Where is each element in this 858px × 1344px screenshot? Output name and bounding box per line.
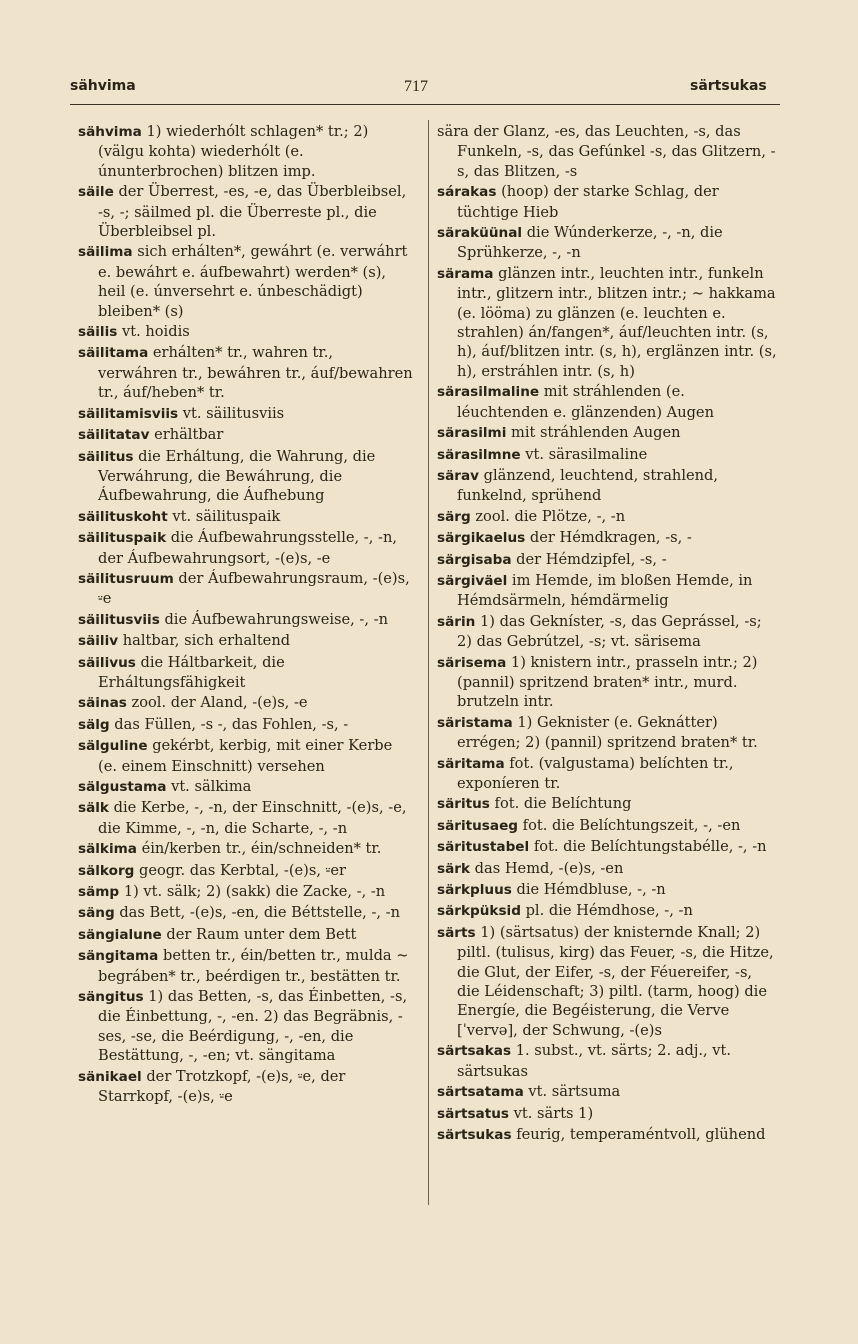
definition: die Erháltung, die Wahrung, die Verwáhrung, die Bewáhrung, die Áufbewahrung, die Áufhebung — [98, 447, 376, 505]
definition: 1) das Gekníster, -s, das Geprássel, -s; 2) das Gebrútzel, -s; vt. särisema — [457, 612, 762, 651]
headword: särgikaelus — [437, 530, 526, 547]
definition: fot. (valgustama) belíchten tr., exponíeren tr. — [457, 754, 734, 792]
headword: särtsakas — [437, 1043, 512, 1060]
definition: der Trotzkopf, -(e)s, ⸚e, der Starrkopf, -(e)s, ⸚e — [98, 1067, 346, 1106]
dictionary-entry — [78, 839, 413, 859]
definition: erhältbar — [154, 426, 224, 444]
dictionary-entry — [437, 923, 777, 1040]
dictionary-entry — [78, 736, 413, 776]
definition: fot. die Belíchtungstabélle, -, -n — [533, 838, 767, 856]
headword: särgisaba — [437, 551, 512, 568]
running-head-left: sähvima — [70, 78, 136, 94]
dictionary-entry — [437, 528, 777, 548]
definition: 1) knistern intr., prasseln intr.; 2) (pannil) spritzend braten* intr., murd. brutzeln intr. — [457, 653, 758, 711]
dictionary-entry — [437, 423, 777, 443]
definition: die Áufbewahrungsweise, -, -n — [164, 610, 388, 628]
dictionary-entry — [437, 1104, 777, 1124]
headword: sälkorg — [78, 862, 135, 879]
definition: (hoop) der starke Schlag, der tüchtige Hieb — [457, 183, 719, 221]
definition: vt. särts 1) — [513, 1104, 594, 1122]
definition: zool. die Plötze, -, -n — [475, 507, 626, 525]
headword: sälguline — [78, 738, 148, 755]
headword: säng — [78, 905, 115, 922]
dictionary-entry — [437, 264, 777, 381]
header-rule — [70, 104, 780, 105]
dictionary-entry — [437, 794, 777, 814]
dictionary-entry — [78, 925, 413, 945]
dictionary-entry — [78, 798, 413, 838]
headword: säilitus — [78, 448, 134, 465]
dictionary-entry — [437, 816, 777, 836]
headword: särk — [437, 860, 471, 877]
definition: vt. särtsuma — [528, 1083, 621, 1101]
headword: säilitamisviis — [78, 405, 179, 422]
column-divider — [428, 120, 429, 1205]
headword: särisema — [437, 654, 507, 671]
definition: fot. die Belíchtung — [494, 795, 632, 813]
headword: säilis — [78, 324, 118, 341]
dictionary-entry — [78, 987, 413, 1066]
dictionary-entry — [437, 754, 777, 794]
definition: der Überrest, -es, -e, das Überbleibsel, -s, -; säilmed pl. die Überreste pl., die Überbleibsel pl. — [98, 183, 407, 241]
definition: fot. die Belíchtungszeit, -, -en — [522, 816, 741, 834]
headword: säritusaeg — [437, 817, 519, 834]
dictionary-entry — [437, 122, 777, 181]
headword: säraküünal — [437, 225, 523, 242]
headword: säritus — [437, 796, 490, 813]
headword: sälgustama — [78, 779, 167, 795]
definition: betten tr., éin/betten tr., mulda ~ begráben* tr., beérdigen tr., bestätten tr. — [98, 947, 409, 985]
dictionary-entry — [437, 445, 777, 465]
headword: säilituspaik — [78, 530, 167, 547]
headword: särasilmaline — [437, 384, 540, 401]
dictionary-entry — [78, 653, 413, 693]
headword: sämp — [78, 884, 120, 901]
definition: mit stráhlenden Augen — [511, 424, 681, 442]
definition: geogr. das Kerbtal, -(e)s, ⸚er — [139, 861, 346, 879]
headword: särkpüksid — [437, 903, 521, 920]
dictionary-entry — [78, 569, 413, 609]
headword: säilitama — [78, 345, 149, 362]
dictionary-entry — [78, 404, 413, 424]
definition: der Raum unter dem Bett — [166, 925, 357, 943]
headword: säilitusruum — [78, 570, 174, 587]
definition: 1. subst., vt. särts; 2. adj., vt. särtsukas — [457, 1042, 732, 1080]
headword: säile — [78, 184, 114, 201]
headword: särkpluus — [437, 882, 512, 899]
dictionary-entry — [437, 1082, 777, 1102]
headword: sälk — [78, 800, 109, 817]
headword: särgiväel — [437, 572, 508, 589]
definition: sich erhálten*, gewáhrt (e. verwáhrt e. bewáhrt e. áufbewahrt) werden* (s), heil (e. únversehrt e. únbeschädigt) bleiben* (s) — [98, 243, 408, 320]
dictionary-entry — [78, 425, 413, 445]
dictionary-entry — [78, 182, 413, 241]
definition: feurig, temperaméntvoll, glühend — [516, 1125, 766, 1143]
definition: die Wúnderkerze, -, -n, die Sprühkerze, -, -n — [457, 224, 723, 262]
headword: särtsatama — [437, 1084, 524, 1101]
dictionary-entry — [78, 861, 413, 881]
definition: zool. der Aland, -(e)s, -e — [131, 694, 308, 712]
definition: 1) vt. sälk; 2) (sakk) die Zacke, -, -n — [123, 883, 386, 901]
definition: die Áufbewahrungsstelle, -, -n, der Áufbewahrungsort, -(e)s, -e — [98, 529, 397, 567]
definition: das Bett, -(e)s, -en, die Béttstelle, -, -n — [119, 904, 400, 922]
definition: die Kerbe, -, -n, der Einschnitt, -(e)s, -e, die Kimme, -, -n, die Scharte, -, -n — [98, 799, 407, 837]
headword: särtsukas — [437, 1126, 512, 1143]
dictionary-entry — [437, 880, 777, 900]
dictionary-entry — [78, 343, 413, 402]
definition: gekérbt, kerbig, mit einer Kerbe (e. einem Einschnitt) versehen — [98, 737, 393, 775]
dictionary-entry — [437, 612, 777, 652]
headword: säiliv — [78, 633, 119, 650]
headword: säritama — [437, 755, 505, 772]
dictionary-entry — [437, 1041, 777, 1081]
definition: das Füllen, -s -, das Fohlen, -s, - — [114, 715, 349, 733]
definition: im Hemde, im bloßen Hemde, in Hémdsärmeln, hémdärmelig — [457, 571, 753, 610]
page-number: 717 — [404, 78, 428, 95]
definition: die Háltbarkeit, die Erháltungsfähigkeit — [98, 653, 285, 691]
dictionary-entry — [437, 466, 777, 506]
dictionary-entry — [78, 610, 413, 630]
dictionary-entry — [78, 528, 413, 568]
headword: särts — [437, 924, 476, 941]
headword: sälkima — [78, 841, 137, 858]
headword: särasilmi — [437, 425, 507, 442]
definition: der Hémdkragen, -s, - — [529, 529, 692, 547]
dictionary-entry — [437, 182, 777, 222]
headword: särasilmne — [437, 446, 521, 463]
headword: säilituskoht — [78, 508, 168, 525]
headword: säilitatav — [78, 427, 150, 444]
dictionary-entry — [78, 882, 413, 902]
dictionary-entry — [437, 571, 777, 611]
headword: sängitus — [78, 989, 144, 1006]
definition: mit stráhlenden (e. léuchtenden e. glänzenden) Augen — [457, 383, 714, 421]
definition: glänzen intr., leuchten intr., funkeln intr., glitzern intr., blitzen intr.; ~ hakkama (e. lööma) zu glänzen (e. leuchten e. strahlen) án/fangen*, áuf/leuchten intr. (s, h), áuf/blitzen intr. (s, h), erglänzen intr. (s, h), erstráhlen intr. (s, h) — [457, 264, 777, 380]
definition: 1) wiederhólt schlagen* tr.; 2) (välgu kohta) wiederhólt (e. únunterbrochen) blitzen imp. — [98, 123, 369, 180]
dictionary-entry — [78, 903, 413, 923]
dictionary-entry — [78, 1067, 413, 1107]
definition: vt. särasilmaline — [525, 445, 648, 463]
dictionary-entry — [437, 859, 777, 879]
definition: haltbar, sich erhaltend — [122, 632, 291, 650]
definition: 1) das Betten, -s, das Éinbetten, -s, die Éinbettung, -, -en. 2) das Begräbnis, -ses, -se, die Beérdigung, -, -en, die Bestättung, -, -en; vt. sängitama — [98, 988, 408, 1065]
dictionary-entry — [437, 653, 777, 712]
headword: sälg — [78, 716, 110, 733]
headword: sängialune — [78, 926, 162, 943]
headword: särama — [437, 265, 494, 282]
definition: glänzend, leuchtend, strahlend, funkelnd, sprühend — [457, 466, 719, 505]
headword: sähvima — [78, 124, 142, 140]
headword: särav — [437, 467, 480, 484]
dictionary-entry — [437, 713, 777, 753]
headword: säristama — [437, 714, 513, 731]
dictionary-entry — [78, 693, 413, 713]
definition: das Hemd, -(e)s, -en — [474, 859, 624, 877]
headword: säilima — [78, 244, 133, 261]
dictionary-entry — [78, 507, 413, 527]
dictionary-entry — [78, 631, 413, 651]
definition: vt. hoidis — [121, 323, 190, 341]
definition: pl. die Hémdhose, -, -n — [525, 902, 693, 920]
definition: erhálten* tr., wahren tr., verwáhren tr., bewáhren tr., áuf/bewahren tr., áuf/heben* tr. — [98, 344, 413, 402]
definition: vt. säilituspaik — [172, 507, 281, 525]
dictionary-entry — [437, 550, 777, 570]
dictionary-entry — [437, 382, 777, 422]
headword: säilitusviis — [78, 611, 160, 628]
dictionary-entry — [437, 837, 777, 857]
dictionary-entry — [78, 242, 413, 321]
headword: säinas — [78, 695, 127, 712]
definition: der Áufbewahrungsraum, -(e)s, ⸚e — [98, 569, 410, 608]
definition: vt. säilitusviis — [182, 404, 285, 422]
headword: säilivus — [78, 654, 136, 671]
dictionary-entry — [78, 715, 413, 735]
headword: sänikael — [78, 1068, 142, 1085]
dictionary-entry — [437, 507, 777, 527]
dictionary-entry — [78, 447, 413, 506]
right-column — [437, 122, 777, 1146]
definition: éin/kerben tr., éin/schneiden* tr. — [141, 840, 382, 858]
definition: 1) (särtsatus) der knisternde Knall; 2) piltl. (tulisus, kirg) das Feuer, -s, die Hitze, die Glut, der Eifer, -s, der Féuereifer, -s, die Léidenschaft; 3) piltl. (tarm, hoog) die Energíe, die Begéisterung, die Verve [ˈvervə], der Schwung, -(e)s — [457, 923, 774, 1039]
dictionary-entry — [437, 901, 777, 921]
headword: särg — [437, 508, 471, 525]
headword: särin — [437, 613, 476, 630]
headword: säritustabel — [437, 839, 530, 856]
dictionary-entry — [78, 322, 413, 342]
left-column — [78, 122, 413, 1108]
dictionary-entry — [437, 223, 777, 263]
dictionary-entry — [78, 946, 413, 986]
running-head-right: särtsukas — [690, 78, 767, 94]
definition: 1) Geknister (e. Geknátter) errégen; 2) (pannil) spritzend braten* tr. — [457, 713, 758, 752]
definition: der Hémdzipfel, -s, - — [516, 550, 667, 568]
headword: sárakas — [437, 184, 497, 201]
dictionary-entry — [78, 122, 413, 181]
definition: die Hémdbluse, -, -n — [516, 881, 666, 899]
headword: särtsatus — [437, 1105, 509, 1122]
definition: sära der Glanz, -es, das Leuchten, -s, das Funkeln, -s, das Gefúnkel -s, das Glitzern, -s, das Blitzen, -s — [437, 123, 776, 180]
dictionary-entry — [78, 777, 413, 797]
definition: vt. sälkima — [171, 778, 252, 795]
headword: sängitama — [78, 948, 159, 965]
dictionary-entry — [437, 1125, 777, 1145]
